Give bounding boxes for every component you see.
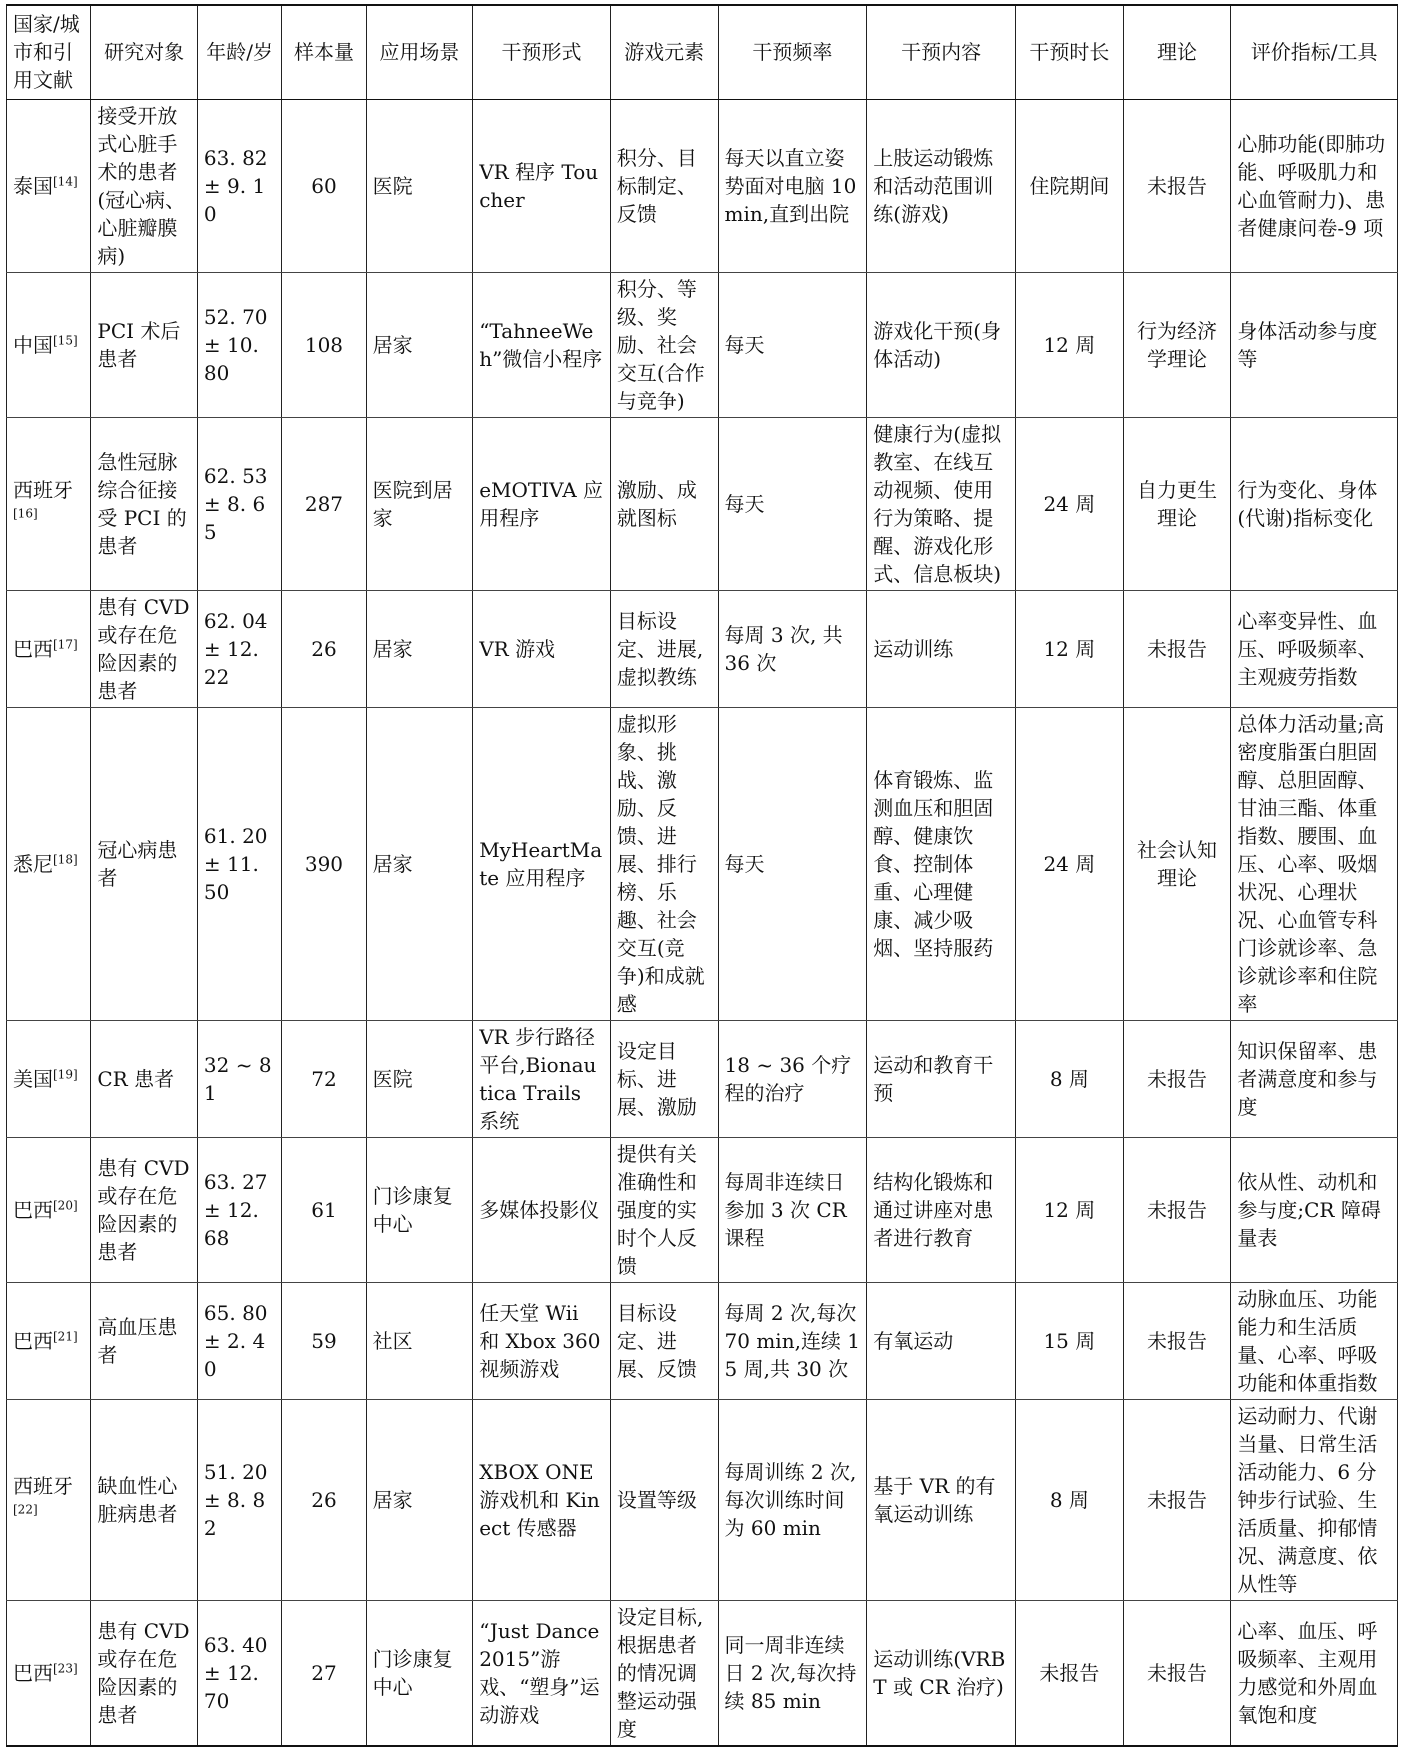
cell-measures-text: 依从性、动机和参与度;CR 障碍量表 — [1237, 1169, 1381, 1250]
cell-measures-text: 动脉血压、功能能力和生活质量、心率、呼吸功能和体重指数 — [1237, 1286, 1378, 1395]
cell-subject-text: 急性冠脉综合征接受 PCI 的患者 — [97, 449, 187, 558]
table-row — [7, 590, 1398, 707]
cell-elements — [610, 99, 718, 272]
citation-ref: [21] — [53, 1328, 78, 1343]
cell-measures — [1231, 272, 1398, 417]
cell-setting-text: 居家 — [372, 636, 413, 661]
cell-form-text: VR 程序 Toucher — [479, 159, 599, 212]
cell-frequency — [718, 1137, 867, 1282]
cell-theory-text: 未报告 — [1147, 173, 1208, 198]
citation-ref: [19] — [53, 1066, 78, 1081]
table-row — [7, 99, 1398, 272]
cell-age-text: 65. 80 ± 2. 40 — [203, 1300, 268, 1381]
cell-theory-text: 自力更生理论 — [1137, 477, 1218, 530]
citation-ref: [16] — [13, 505, 38, 520]
cell-duration-text: 12 周 — [1043, 1197, 1096, 1222]
cell-form-text: MyHeartMate 应用程序 — [479, 837, 603, 890]
cell-duration-text: 住院期间 — [1029, 173, 1110, 198]
cell-country — [7, 1399, 91, 1600]
cell-age-text: 63. 82 ± 9. 10 — [203, 145, 268, 226]
cell-n — [282, 590, 366, 707]
cell-elements-text: 设置等级 — [616, 1487, 697, 1512]
cell-frequency-text: 每天 — [724, 491, 765, 516]
cell-content — [867, 707, 1016, 1020]
cell-theory-text: 未报告 — [1147, 1328, 1208, 1353]
cell-subject — [91, 1600, 198, 1746]
cell-country-text: 巴西 — [13, 1197, 53, 1222]
cell-age-text: 32 ~ 81 — [203, 1052, 272, 1105]
cell-age — [197, 1020, 281, 1137]
header-subject: 研究对象 — [91, 5, 198, 99]
cell-setting — [366, 99, 473, 272]
table-row — [7, 1020, 1398, 1137]
cell-theory — [1123, 1137, 1231, 1282]
cell-content — [867, 1020, 1016, 1137]
cell-duration — [1016, 1399, 1124, 1600]
cell-frequency-text: 每周 3 次, 共 36 次 — [724, 622, 843, 675]
cell-subject — [91, 417, 198, 590]
cell-content — [867, 590, 1016, 707]
cell-content-text: 基于 VR 的有氧运动训练 — [873, 1473, 996, 1526]
cell-theory — [1123, 1600, 1231, 1746]
cell-frequency-text: 每周训练 2 次,每次训练时间为 60 min — [724, 1459, 857, 1540]
cell-elements — [610, 1020, 718, 1137]
cell-n-text: 287 — [304, 491, 344, 516]
cell-elements-text: 设定目标、进展、激励 — [616, 1038, 697, 1119]
cell-subject — [91, 1282, 198, 1399]
cell-frequency-text: 每周 2 次,每次 70 min,连续 15 周,共 30 次 — [724, 1300, 861, 1381]
cell-n-text: 60 — [311, 173, 337, 198]
cell-content — [867, 1137, 1016, 1282]
cell-country-text: 巴西 — [13, 1328, 53, 1353]
cell-country — [7, 1020, 91, 1137]
cell-elements-text: 积分、目标制定、反馈 — [616, 145, 697, 226]
cell-n-text: 61 — [311, 1197, 337, 1222]
cell-form — [473, 1137, 611, 1282]
cell-theory-text: 行为经济学理论 — [1137, 318, 1218, 371]
cell-country-text: 巴西 — [13, 636, 53, 661]
cell-elements — [610, 1399, 718, 1600]
cell-setting — [366, 1020, 473, 1137]
header-country: 国家/城市和引用文献 — [7, 5, 91, 99]
cell-duration-text: 12 周 — [1043, 332, 1096, 357]
table-row — [7, 417, 1398, 590]
cell-country-text: 泰国 — [13, 173, 53, 198]
table-row — [7, 272, 1398, 417]
cell-age-text: 62. 53 ± 8. 65 — [203, 463, 268, 544]
cell-n-text: 26 — [311, 636, 337, 661]
cell-form-text: 多媒体投影仪 — [479, 1197, 600, 1222]
cell-theory — [1123, 272, 1231, 417]
cell-duration-text: 15 周 — [1043, 1328, 1096, 1353]
cell-subject-text: 冠心病患者 — [97, 837, 178, 890]
cell-age — [197, 417, 281, 590]
cell-theory-text: 社会认知理论 — [1137, 837, 1218, 890]
cell-subject-text: 接受开放式心脏手术的患者(冠心病、心脏瓣膜病) — [97, 103, 186, 268]
citation-ref: [14] — [53, 173, 78, 188]
cell-n — [282, 1137, 366, 1282]
header-frequency: 干预频率 — [718, 5, 867, 99]
cell-setting-text: 医院 — [372, 1066, 413, 1091]
header-setting: 应用场景 — [366, 5, 473, 99]
cell-n-text: 59 — [311, 1328, 337, 1353]
cell-measures-text: 行为变化、身体(代谢)指标变化 — [1237, 477, 1378, 530]
cell-form — [473, 272, 611, 417]
cell-elements-text: 目标设定、进展,虚拟教练 — [616, 608, 704, 689]
cell-form-text: “TahneeWeh”微信小程序 — [479, 318, 603, 371]
cell-elements — [610, 590, 718, 707]
cell-theory — [1123, 707, 1231, 1020]
cell-duration-text: 未报告 — [1039, 1660, 1100, 1685]
citation-ref: [15] — [53, 332, 78, 347]
cell-elements-text: 虚拟形象、挑战、激励、反馈、进展、排行榜、乐趣、社会交互(竞争)和成就感 — [616, 711, 705, 1016]
cell-subject-text: 患有 CVD 或存在危险因素的患者 — [97, 1618, 190, 1727]
cell-elements-text: 积分、等级、奖励、社会交互(合作与竞争) — [616, 276, 705, 413]
cell-age — [197, 1137, 281, 1282]
cell-subject-text: 患有 CVD 或存在危险因素的患者 — [97, 594, 190, 703]
cell-content-text: 运动和教育干预 — [873, 1052, 994, 1105]
cell-n-text: 72 — [311, 1066, 337, 1091]
cell-content — [867, 1399, 1016, 1600]
cell-setting — [366, 1137, 473, 1282]
cell-measures — [1231, 590, 1398, 707]
cell-setting — [366, 1600, 473, 1746]
cell-content-text: 体育锻炼、监测血压和胆固醇、健康饮食、控制体重、心理健康、减少吸烟、坚持服药 — [873, 767, 994, 960]
cell-theory — [1123, 1282, 1231, 1399]
cell-theory-text: 未报告 — [1147, 1487, 1208, 1512]
cell-measures — [1231, 99, 1398, 272]
cell-theory — [1123, 1020, 1231, 1137]
cell-duration-text: 24 周 — [1043, 491, 1096, 516]
cell-age-text: 61. 20 ± 11. 50 — [203, 823, 268, 904]
cell-duration — [1016, 590, 1124, 707]
cell-subject-text: 患有 CVD 或存在危险因素的患者 — [97, 1155, 190, 1264]
cell-country-text: 西班牙 — [13, 477, 73, 502]
cell-n — [282, 1020, 366, 1137]
cell-theory-text: 未报告 — [1147, 1066, 1208, 1091]
cell-form — [473, 1020, 611, 1137]
cell-country — [7, 99, 91, 272]
cell-duration — [1016, 99, 1124, 272]
cell-n-text: 108 — [304, 332, 344, 357]
cell-setting — [366, 1282, 473, 1399]
table-row — [7, 707, 1398, 1020]
cell-duration — [1016, 1282, 1124, 1399]
cell-subject — [91, 707, 198, 1020]
cell-setting-text: 居家 — [372, 851, 413, 876]
cell-country — [7, 707, 91, 1020]
cell-age — [197, 1600, 281, 1746]
cell-subject — [91, 272, 198, 417]
cell-age — [197, 1282, 281, 1399]
cell-country-text: 巴西 — [13, 1660, 53, 1685]
cell-measures — [1231, 707, 1398, 1020]
cell-subject — [91, 1020, 198, 1137]
cell-form-text: VR 游戏 — [479, 636, 556, 661]
cell-country — [7, 1282, 91, 1399]
citation-ref: [17] — [53, 636, 78, 651]
cell-age-text: 63. 40 ± 12. 70 — [203, 1632, 268, 1713]
cell-age-text: 62. 04 ± 12. 22 — [203, 608, 268, 689]
cell-content-text: 运动训练 — [873, 636, 954, 661]
intervention-table — [6, 4, 1398, 1747]
cell-frequency — [718, 707, 867, 1020]
table-row — [7, 1282, 1398, 1399]
cell-content-text: 结构化锻炼和通过讲座对患者进行教育 — [873, 1169, 994, 1250]
cell-n — [282, 1600, 366, 1746]
cell-n — [282, 417, 366, 590]
cell-frequency — [718, 417, 867, 590]
cell-elements — [610, 1600, 718, 1746]
cell-setting-text: 居家 — [372, 1487, 413, 1512]
cell-form — [473, 99, 611, 272]
cell-content — [867, 99, 1016, 272]
cell-n — [282, 1399, 366, 1600]
cell-age — [197, 707, 281, 1020]
citation-ref: [23] — [53, 1660, 78, 1675]
cell-country-text: 中国 — [13, 332, 53, 357]
header-sample: 样本量 — [282, 5, 366, 99]
cell-subject-text: CR 患者 — [97, 1066, 175, 1091]
cell-theory-text: 未报告 — [1147, 636, 1208, 661]
header-elements: 游戏元素 — [610, 5, 718, 99]
cell-frequency — [718, 1020, 867, 1137]
cell-measures — [1231, 1137, 1398, 1282]
citation-ref: [18] — [53, 851, 78, 866]
header-theory: 理论 — [1123, 5, 1231, 99]
cell-n-text: 390 — [304, 851, 344, 876]
cell-age-text: 52. 70 ± 10. 80 — [203, 304, 268, 385]
cell-content-text: 游戏化干预(身体活动) — [873, 318, 1002, 371]
cell-subject-text: PCI 术后患者 — [97, 318, 181, 371]
cell-content-text: 有氧运动 — [873, 1328, 954, 1353]
cell-country — [7, 590, 91, 707]
cell-measures — [1231, 1399, 1398, 1600]
table-row — [7, 1137, 1398, 1282]
cell-setting — [366, 417, 473, 590]
cell-setting-text: 门诊康复中心 — [372, 1646, 453, 1699]
cell-form-text: eMOTIVA 应用程序 — [479, 477, 604, 530]
cell-n-text: 27 — [311, 1660, 337, 1685]
cell-setting-text: 门诊康复中心 — [372, 1183, 453, 1236]
cell-elements — [610, 1282, 718, 1399]
header-row — [7, 5, 1398, 99]
cell-n — [282, 99, 366, 272]
cell-form-text: 任天堂 Wii 和 Xbox 360 视频游戏 — [479, 1300, 601, 1381]
cell-frequency — [718, 272, 867, 417]
cell-content — [867, 1282, 1016, 1399]
cell-setting — [366, 272, 473, 417]
cell-measures — [1231, 1282, 1398, 1399]
cell-duration — [1016, 1600, 1124, 1746]
cell-elements — [610, 707, 718, 1020]
cell-content — [867, 1600, 1016, 1746]
cell-form — [473, 707, 611, 1020]
cell-measures-text: 心肺功能(即肺功能、呼吸肌力和心血管耐力)、患者健康问卷-9 项 — [1237, 131, 1386, 240]
cell-country-text: 西班牙 — [13, 1473, 73, 1498]
cell-measures — [1231, 417, 1398, 590]
cell-subject — [91, 590, 198, 707]
cell-theory — [1123, 417, 1231, 590]
cell-setting — [366, 590, 473, 707]
cell-form-text: XBOX ONE 游戏机和 Kinect 传感器 — [479, 1459, 600, 1540]
cell-theory-text: 未报告 — [1147, 1660, 1208, 1685]
cell-theory — [1123, 1399, 1231, 1600]
cell-age — [197, 590, 281, 707]
cell-duration-text: 8 周 — [1049, 1066, 1089, 1091]
cell-frequency — [718, 1600, 867, 1746]
cell-elements — [610, 272, 718, 417]
cell-elements-text: 设定目标,根据患者的情况调整运动强度 — [616, 1604, 704, 1741]
cell-duration-text: 12 周 — [1043, 636, 1096, 661]
cell-measures-text: 心率、血压、呼吸频率、主观用力感觉和外周血氧饱和度 — [1237, 1618, 1378, 1727]
cell-n — [282, 1282, 366, 1399]
table-row — [7, 1399, 1398, 1600]
cell-n — [282, 272, 366, 417]
header-content: 干预内容 — [867, 5, 1016, 99]
cell-frequency-text: 每天 — [724, 851, 765, 876]
cell-setting-text: 居家 — [372, 332, 413, 357]
cell-elements — [610, 417, 718, 590]
cell-duration-text: 8 周 — [1049, 1487, 1089, 1512]
cell-duration — [1016, 1137, 1124, 1282]
cell-country-text: 美国 — [13, 1066, 53, 1091]
cell-elements-text: 目标设定、进展、反馈 — [616, 1300, 697, 1381]
cell-age-text: 63. 27 ± 12. 68 — [203, 1169, 268, 1250]
cell-subject-text: 高血压患者 — [97, 1314, 178, 1367]
cell-age-text: 51. 20 ± 8. 82 — [203, 1459, 268, 1540]
cell-age — [197, 272, 281, 417]
cell-setting-text: 医院到居家 — [372, 477, 453, 530]
cell-subject — [91, 99, 198, 272]
cell-setting — [366, 1399, 473, 1600]
cell-setting-text: 社区 — [372, 1328, 413, 1353]
cell-form — [473, 1399, 611, 1600]
citation-ref: [20] — [53, 1197, 78, 1212]
cell-country — [7, 417, 91, 590]
cell-frequency-text: 每周非连续日参加 3 次 CR 课程 — [724, 1169, 847, 1250]
cell-country — [7, 1600, 91, 1746]
cell-form — [473, 417, 611, 590]
cell-setting-text: 医院 — [372, 173, 413, 198]
cell-elements-text: 激励、成就图标 — [616, 477, 697, 530]
cell-measures-text: 总体力活动量;高密度脂蛋白胆固醇、总胆固醇、甘油三酯、体重指数、腰围、血压、心率、吸烟状况、心理状况、心血管专科门诊就诊率、急诊就诊率和住院率 — [1237, 711, 1385, 1016]
header-form: 干预形式 — [473, 5, 611, 99]
cell-measures-text: 身体活动参与度等 — [1237, 318, 1378, 371]
cell-frequency — [718, 1399, 867, 1600]
cell-theory — [1123, 99, 1231, 272]
header-duration: 干预时长 — [1016, 5, 1124, 99]
cell-theory-text: 未报告 — [1147, 1197, 1208, 1222]
cell-subject — [91, 1399, 198, 1600]
cell-elements-text: 提供有关准确性和强度的实时个人反馈 — [616, 1141, 697, 1278]
cell-form-text: VR 步行路径平台,Bionautica Trails 系统 — [479, 1024, 597, 1133]
cell-frequency-text: 同一周非连续日 2 次,每次持续 85 min — [724, 1632, 857, 1713]
cell-setting — [366, 707, 473, 1020]
cell-duration — [1016, 1020, 1124, 1137]
table-row — [7, 1600, 1398, 1746]
cell-measures — [1231, 1020, 1398, 1137]
cell-country — [7, 272, 91, 417]
cell-measures-text: 运动耐力、代谢当量、日常生活活动能力、6 分钟步行试验、生活质量、抑郁情况、满意度、依从性等 — [1237, 1403, 1378, 1596]
cell-subject — [91, 1137, 198, 1282]
cell-content-text: 健康行为(虚拟教室、在线互动视频、使用行为策略、提醒、游戏化形式、信息板块) — [873, 421, 1002, 586]
header-measures: 评价指标/工具 — [1231, 5, 1398, 99]
cell-measures-text: 心率变异性、血压、呼吸频率、主观疲劳指数 — [1237, 608, 1378, 689]
cell-frequency — [718, 99, 867, 272]
cell-measures — [1231, 1600, 1398, 1746]
cell-frequency-text: 每天 — [724, 332, 765, 357]
cell-content-text: 上肢运动锻炼和活动范围训练(游戏) — [873, 145, 994, 226]
cell-form — [473, 1600, 611, 1746]
cell-elements — [610, 1137, 718, 1282]
cell-theory — [1123, 590, 1231, 707]
cell-frequency — [718, 1282, 867, 1399]
cell-content-text: 运动训练(VRBT 或 CR 治疗) — [873, 1646, 1006, 1699]
cell-subject-text: 缺血性心脏病患者 — [97, 1473, 178, 1526]
cell-frequency — [718, 590, 867, 707]
cell-duration — [1016, 272, 1124, 417]
cell-n — [282, 707, 366, 1020]
cell-frequency-text: 18 ~ 36 个疗程的治疗 — [724, 1052, 852, 1105]
cell-measures-text: 知识保留率、患者满意度和参与度 — [1237, 1038, 1378, 1119]
cell-duration — [1016, 707, 1124, 1020]
cell-country-text: 悉尼 — [13, 851, 53, 876]
cell-form — [473, 1282, 611, 1399]
cell-duration — [1016, 417, 1124, 590]
cell-form-text: “Just Dance 2015”游戏、“塑身”运动游戏 — [479, 1618, 600, 1727]
cell-country — [7, 1137, 91, 1282]
citation-ref: [22] — [13, 1501, 38, 1516]
cell-duration-text: 24 周 — [1043, 851, 1096, 876]
cell-content — [867, 417, 1016, 590]
cell-content — [867, 272, 1016, 417]
cell-form — [473, 590, 611, 707]
cell-n-text: 26 — [311, 1487, 337, 1512]
cell-frequency-text: 每天以直立姿势面对电脑 10 min,直到出院 — [724, 145, 857, 226]
cell-age — [197, 1399, 281, 1600]
cell-age — [197, 99, 281, 272]
header-age: 年龄/岁 — [197, 5, 281, 99]
